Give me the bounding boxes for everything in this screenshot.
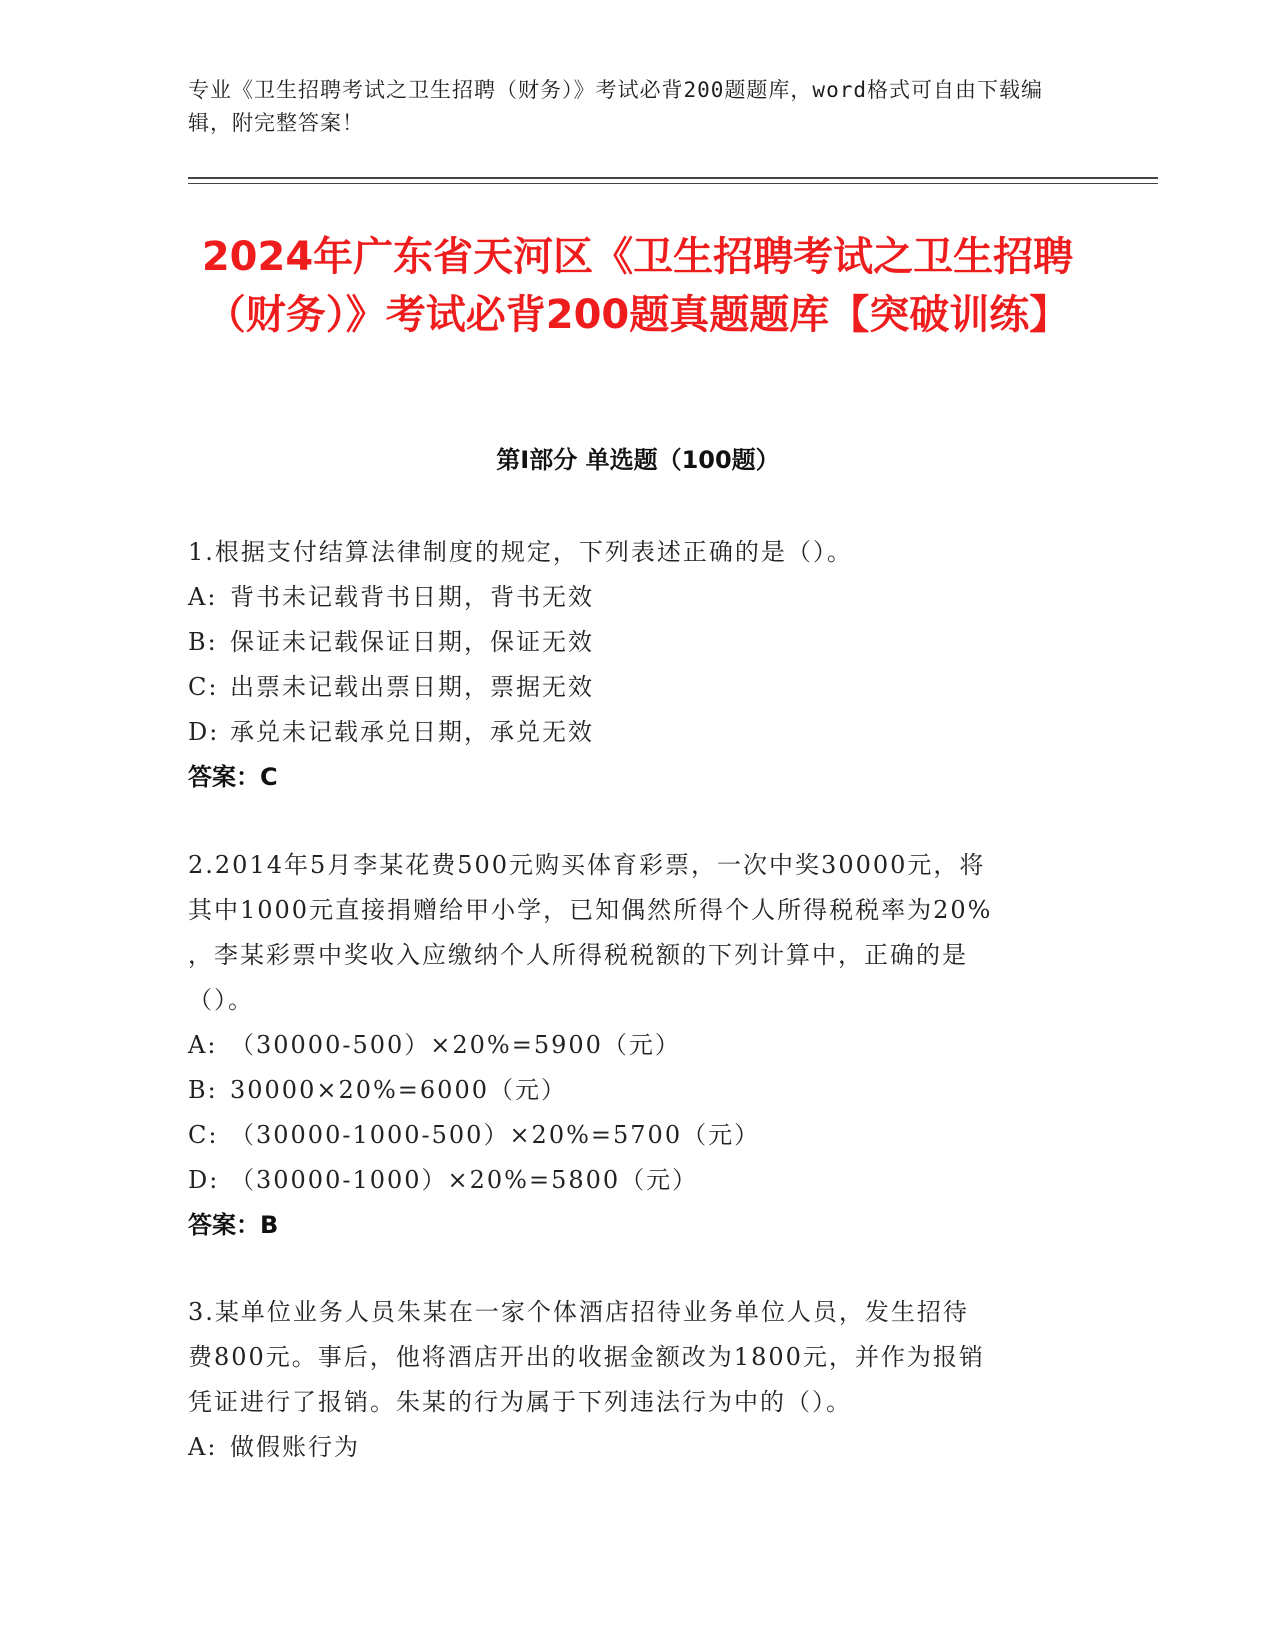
- header-rule: [188, 177, 1158, 179]
- option-a: [188, 1023, 1088, 1068]
- question-stem-line-2: 费800元。事后，他将酒店开出的收据金额改为1800元，并作为报销: [188, 1343, 985, 1371]
- header-note: 专业《卫生招聘考试之卫生招聘（财务）》考试必背200题题库，word格式可自由下载编辑，附完整答案！: [188, 78, 1043, 135]
- section-heading: 第Ⅰ部分 单选题（100题）: [496, 446, 780, 474]
- answer: 答案：C: [188, 763, 278, 791]
- question-stem-line-2: 其中1000元直接捐赠给甲小学，已知偶然所得个人所得税税率为20%: [188, 896, 993, 924]
- option-a: [188, 575, 1088, 620]
- option-b: [188, 1068, 1088, 1113]
- option-text: 做假账行为: [230, 1433, 360, 1461]
- option-d: [188, 1158, 1088, 1203]
- option-text: 出票未记载出票日期，票据无效: [230, 673, 594, 701]
- option-key: A:: [188, 583, 218, 611]
- question-stem-line-3: ，李某彩票中奖收入应缴纳个人所得税税额的下列计算中，正确的是: [188, 941, 968, 969]
- option-text: 背书未记载背书日期，背书无效: [230, 583, 594, 611]
- option-text: （30000-500）×20%=5900（元）: [230, 1031, 681, 1059]
- option-d: [188, 710, 1088, 755]
- option-c: [188, 1113, 1088, 1158]
- option-c: [188, 665, 1088, 710]
- option-key: A:: [188, 1031, 218, 1059]
- question-stem: 1.根据支付结算法律制度的规定，下列表述正确的是（）。: [188, 538, 853, 566]
- question-stem-line-1: 2.2014年5月李某花费500元购买体育彩票，一次中奖30000元，将: [188, 851, 986, 879]
- option-text: （30000-1000-500）×20%=5700（元）: [230, 1121, 761, 1149]
- header-rule-thin: [188, 183, 1158, 184]
- option-a: [188, 1425, 1088, 1470]
- question-3: [188, 1290, 1088, 1470]
- document-title: 2024年广东省天河区《卫生招聘考试之卫生招聘（财务）》考试必背200题真题题库【突破训练】: [201, 234, 1074, 338]
- option-key: B:: [188, 628, 218, 656]
- option-text: （30000-1000）×20%=5800（元）: [230, 1166, 699, 1194]
- option-key: A:: [188, 1433, 218, 1461]
- option-key: C:: [188, 673, 219, 701]
- option-text: 30000×20%=6000（元）: [230, 1076, 567, 1104]
- option-text: 保证未记载保证日期，保证无效: [230, 628, 594, 656]
- question-1: [188, 530, 1088, 800]
- option-key: D:: [188, 718, 220, 746]
- option-b: [188, 620, 1088, 665]
- option-key: D:: [188, 1166, 220, 1194]
- option-key: C:: [188, 1121, 219, 1149]
- answer: 答案：B: [188, 1211, 279, 1239]
- option-text: 承兑未记载承兑日期，承兑无效: [230, 718, 594, 746]
- question-2: [188, 843, 1088, 1248]
- question-stem-line-4: （）。: [188, 986, 254, 1014]
- question-stem-line-3: 凭证进行了报销。朱某的行为属于下列违法行为中的（）。: [188, 1388, 852, 1416]
- question-stem-line-1: 3.某单位业务人员朱某在一家个体酒店招待业务单位人员，发生招待: [188, 1298, 969, 1326]
- option-key: B:: [188, 1076, 218, 1104]
